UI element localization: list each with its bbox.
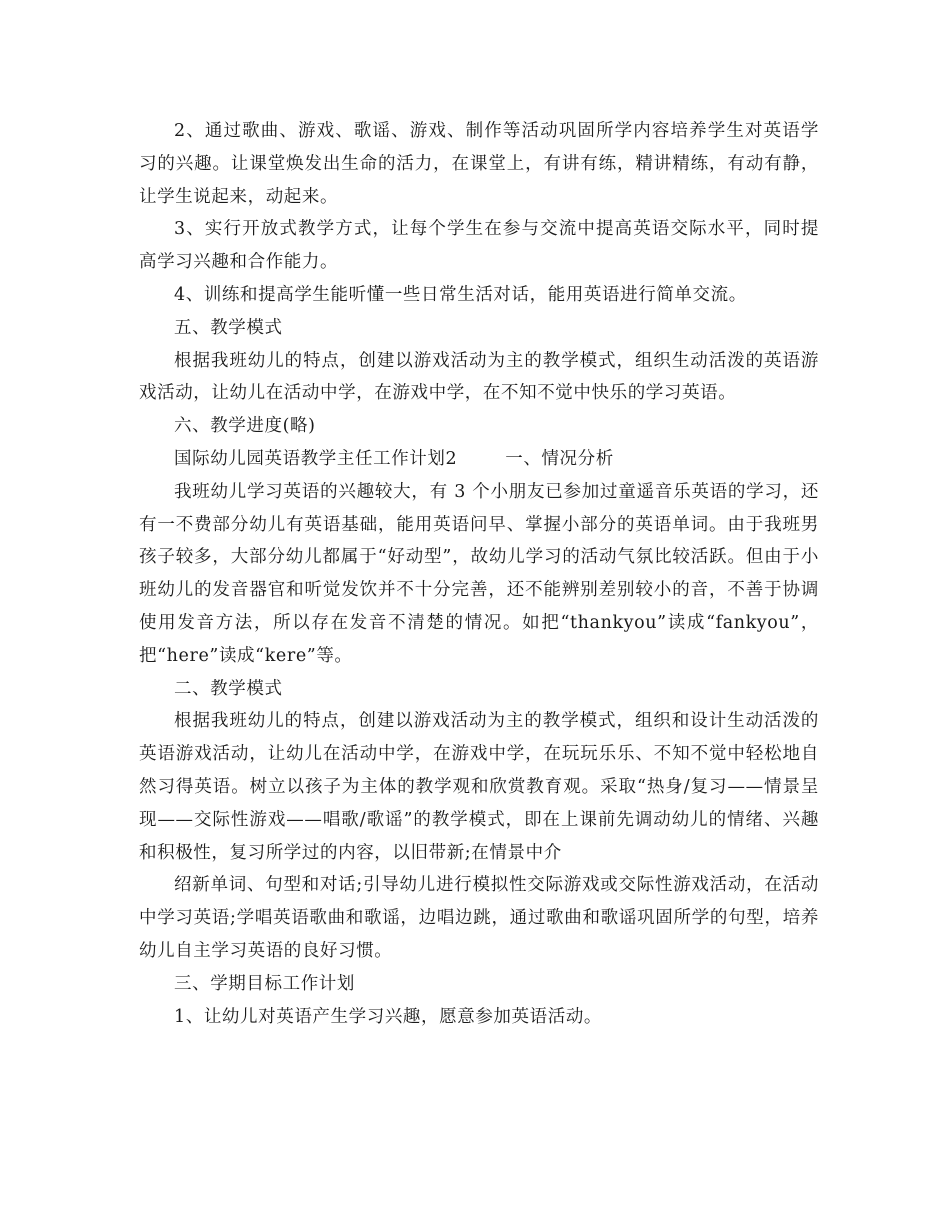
heading-teaching-mode-5: 五、教学模式 bbox=[174, 317, 283, 338]
paragraph-teaching-mode-detail: 根据我班幼儿的特点，创建以游戏活动为主的教学模式，组织和设计生动活泼的英语游戏活动，让幼儿在活动中学，在游戏中学，在玩玩乐乐、不知不觉中轻松地自然习得英语。树立以孩子为主体的教学观和欣赏教育观。采取“热身/复习——情景呈现——交际性游戏——唱歌/歌谣”的教学模式，即在上课前先调动幼儿的情绪、兴趣和积极性，复习所学过的内容，以旧带新;在情景中介 bbox=[139, 711, 819, 863]
paragraph-goal-1: 1、让幼儿对英语产生学习兴趣，愿意参加英语活动。 bbox=[174, 1006, 603, 1027]
heading-situation-analysis: 一、情况分析 bbox=[505, 448, 614, 469]
paragraph-activities: 2、通过歌曲、游戏、歌谣、游戏、制作等活动巩固所学内容培养学生对英语学习的兴趣。让课堂焕发出生命的活力，在课堂上，有讲有练，精讲精练，有动有静，让学生说起来，动起来。 bbox=[139, 121, 819, 207]
heading-teaching-mode-2: 二、教学模式 bbox=[174, 678, 283, 699]
plan-title: 国际幼儿园英语教学主任工作计划2 bbox=[174, 448, 458, 469]
heading-semester-goals: 三、学期目标工作计划 bbox=[174, 973, 355, 994]
paragraph-listening-training: 4、训练和提高学生能听懂一些日常生活对话，能用英语进行简单交流。 bbox=[174, 284, 747, 305]
document-body bbox=[139, 115, 819, 1033]
plan-title-line bbox=[139, 443, 819, 476]
paragraph-teaching-mode-continued: 绍新单词、句型和对话;引导幼儿进行模拟性交际游戏或交际性游戏活动，在活动中学习英语;学唱英语歌曲和歌谣，边唱边跳，通过歌曲和歌谣巩固所学的句型，培养幼儿自主学习英语的良好习惯。 bbox=[139, 875, 819, 961]
paragraph-open-teaching: 3、实行开放式教学方式，让每个学生在参与交流中提高英语交际水平，同时提高学习兴趣和合作能力。 bbox=[139, 219, 819, 273]
paragraph-teaching-mode: 根据我班幼儿的特点，创建以游戏活动为主的教学模式，组织生动活泼的英语游戏活动，让幼儿在活动中学，在游戏中学，在不知不觉中快乐的学习英语。 bbox=[139, 350, 819, 404]
paragraph-situation-analysis: 我班幼儿学习英语的兴趣较大，有 3 个小朋友已参加过童遥音乐英语的学习，还有一不费部分幼儿有英语基础，能用英语问早、掌握小部分的英语单词。由于我班男孩子较多，大部分幼儿都属于“好动型”，故幼儿学习的活动气氛比较活跃。但由于小班幼儿的发音器官和听觉发饮并不十分完善，还不能辨别差别较小的音，不善于协调使用发音方法，所以存在发音不清楚的情况。如把“thankyou”读成“fankyou”，把“here”读成“kere”等。 bbox=[139, 481, 819, 666]
heading-teaching-progress: 六、教学进度(略) bbox=[174, 416, 316, 437]
